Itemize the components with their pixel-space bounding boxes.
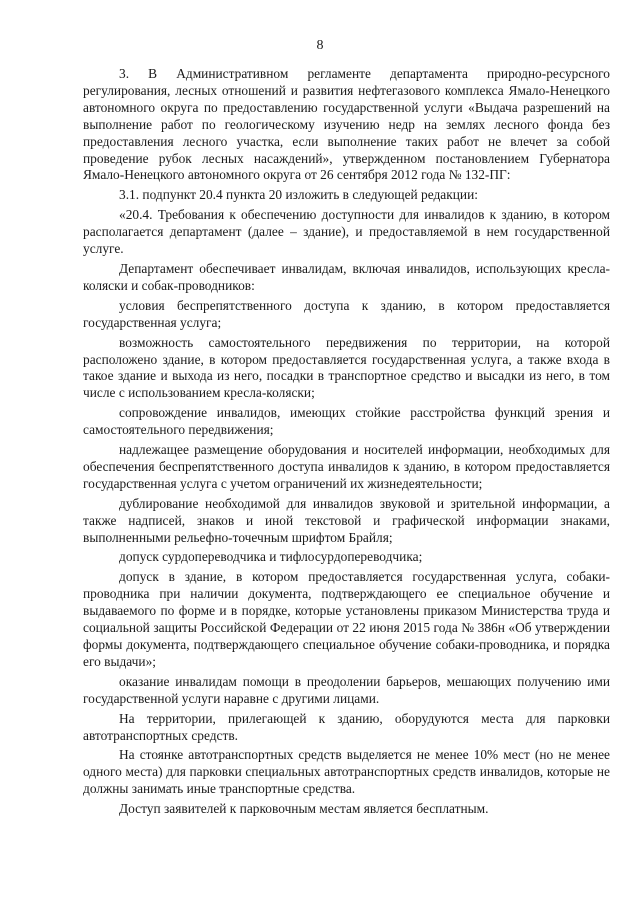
paragraph-parking-quota: На стоянке автотранспортных средств выделяется не менее 10% мест (но не менее одного места) для парковки специальных автотранспортных средств инвалидов, которые не должны занимать иные транспортные средства. bbox=[83, 747, 610, 797]
paragraph-item-3: 3. В Административном регламенте департамента природно-ресурсного регулирования, лесных отношений и развития нефтегазового комплекса Ямало-Ненецкого автономного округа по предоставлению государственной услуги «Выдача разрешений на выполнение работ по геологическому изучению недр на землях лесного фонда без предоставления лесного участка, если выполнение таких работ не влечет за собой проведение рубок лесных насаждений», утвержденном постановлением Губернатора Ямало-Ненецкого автономного округа от 26 сентября 2012 года № 132-ПГ: bbox=[83, 66, 610, 183]
paragraph-movement: возможность самостоятельного передвижения по территории, на которой расположено здание, в котором предоставляется государственная услуга, а также входа в такое здание и выхода из него, посадки в транспортное средство и высадки из него, в том числе с использованием кресла-коляски; bbox=[83, 334, 610, 401]
paragraph-access-conditions: условия беспрепятственного доступа к зданию, в котором предоставляется государственная услуга; bbox=[83, 297, 610, 330]
paragraph-guide-dog: допуск в здание, в котором предоставляется государственная услуга, собаки-проводника при наличии документа, подтверждающего ее специальное обучение и выдаваемого по форме и в порядке, которые установлены приказом Министерства труда и социальной защиты Российской Федерации от 22 июня 2015 года № 386н «Об утверждении формы документа, подтверждающего специальное обучение собаки-проводника, и порядка его выдачи»; bbox=[83, 569, 610, 669]
document-body bbox=[83, 66, 610, 818]
paragraph-requirements-20-4: «20.4. Требования к обеспечению доступности для инвалидов к зданию, в котором располагается департамент (далее – здание), и предоставляемой в нем государственной услуге. bbox=[83, 207, 610, 257]
paragraph-equipment-placement: надлежащее размещение оборудования и носителей информации, необходимых для обеспечения беспрепятственного доступа инвалидов к зданию, в котором предоставляется государственная услуга с учетом ограничений их жизнедеятельности; bbox=[83, 442, 610, 491]
paragraph-free-parking: Доступ заявителей к парковочным местам является бесплатным. bbox=[119, 801, 489, 817]
paragraph-escort: сопровождение инвалидов, имеющих стойкие расстройства функций зрения и самостоятельного передвижения; bbox=[83, 405, 610, 438]
page-number: 8 bbox=[316, 38, 324, 53]
paragraph-subitem-3-1: 3.1. подпункт 20.4 пункта 20 изложить в следующей редакции: bbox=[119, 187, 478, 203]
paragraph-assistance: оказание инвалидам помощи в преодолении барьеров, мешающих получению ими государственной услуги наравне с другими лицами. bbox=[83, 673, 610, 706]
paragraph-duplication: дублирование необходимой для инвалидов звуковой и зрительной информации, а также надписей, знаков и иной текстовой и графической информации знаками, выполненными рельефно-точечным шрифтом Брайля; bbox=[83, 495, 610, 545]
paragraph-sign-interpreter: допуск сурдопереводчика и тифлосурдопереводчика; bbox=[119, 549, 423, 565]
paragraph-parking-area: На территории, прилегающей к зданию, оборудуются места для парковки автотранспортных средств. bbox=[83, 710, 610, 743]
paragraph-department-provides: Департамент обеспечивает инвалидам, включая инвалидов, использующих кресла-коляски и собак-проводников: bbox=[83, 260, 610, 293]
